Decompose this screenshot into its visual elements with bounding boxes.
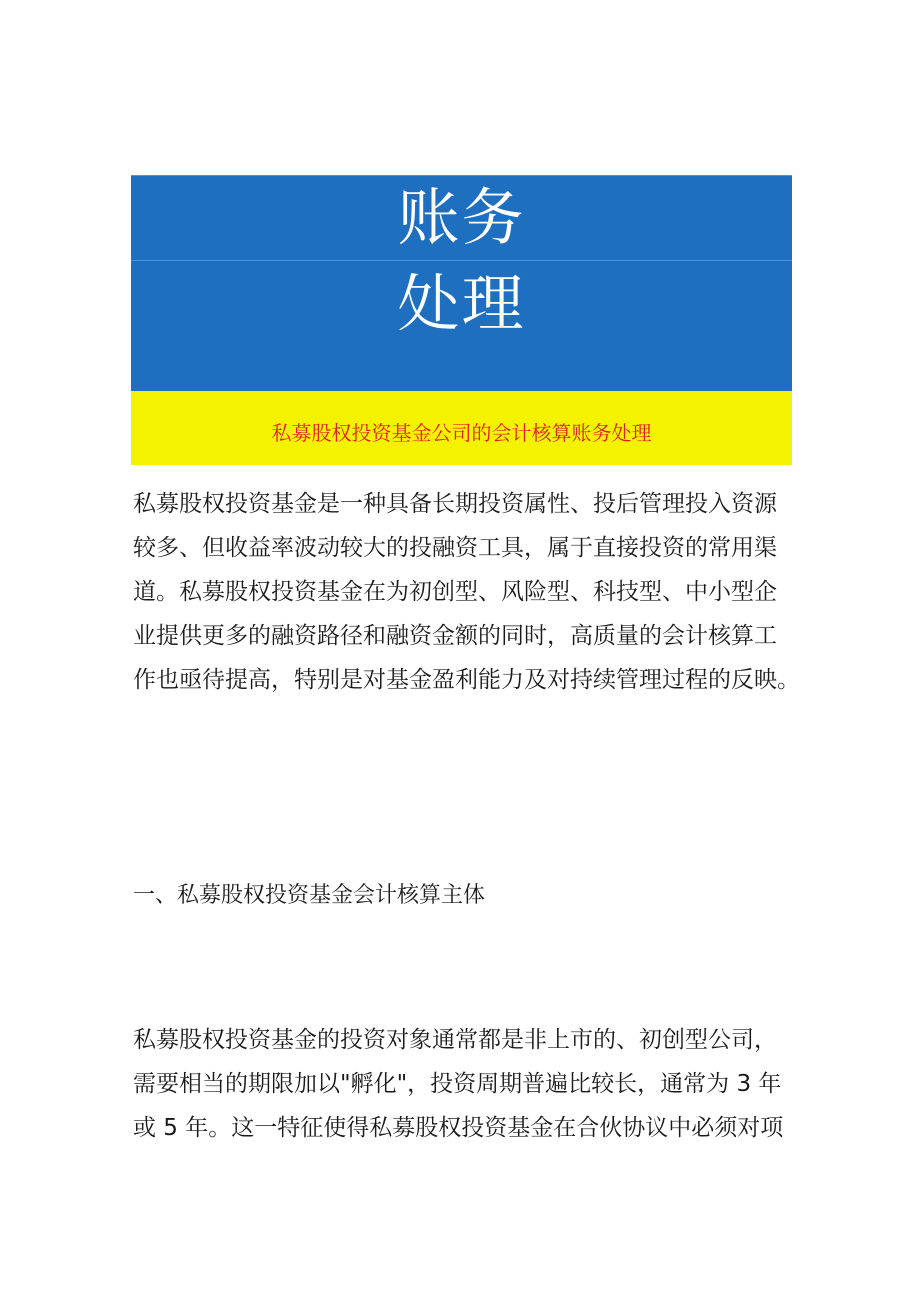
section-1-paragraph <box>133 1018 798 1150</box>
banner-title-line-2: 处理 <box>397 267 526 340</box>
banner-divider-rule <box>131 260 792 261</box>
intro-paragraph <box>133 482 798 702</box>
intro-line: 道。私募股权投资基金在为初创型、风险型、科技型、中小型企 <box>133 579 777 605</box>
section-1-line: 或 5 年。这一特征使得私募股权投资基金在合伙协议中必须对项 <box>133 1115 784 1141</box>
intro-line: 业提供更多的融资路径和融资金额的同时，高质量的会计核算工 <box>133 623 777 649</box>
document-subtitle: 私募股权投资基金公司的会计核算账务处理 <box>271 421 652 445</box>
intro-line: 作也亟待提高，特别是对基金盈利能力及对持续管理过程的反映。 <box>133 667 800 693</box>
banner-title-line-1: 账务 <box>397 181 526 254</box>
banner-top-rule <box>131 175 792 176</box>
title-banner <box>131 175 792 391</box>
section-1-line: 需要相当的期限加以"孵化"，投资周期普遍比较长，通常为 3 年 <box>133 1071 782 1097</box>
intro-line: 私募股权投资基金是一种具备长期投资属性、投后管理投入资源 <box>133 491 777 517</box>
subtitle-bar <box>131 391 792 465</box>
section-1-heading: 一、私募股权投资基金会计核算主体 <box>133 883 486 908</box>
intro-line: 较多、但收益率波动较大的投融资工具，属于直接投资的常用渠 <box>133 535 777 561</box>
section-1-line: 私募股权投资基金的投资对象通常都是非上市的、初创型公司， <box>133 1027 777 1053</box>
